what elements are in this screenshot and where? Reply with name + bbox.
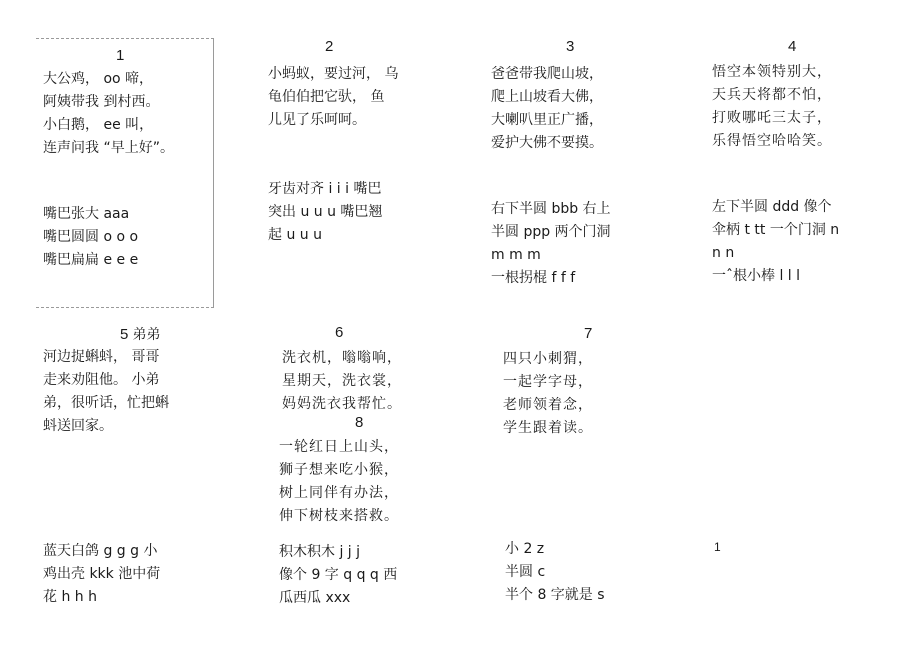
card-2-rhyme [268,178,382,247]
poem-line: 走来劝阻他。 小弟 [43,372,160,388]
poem-line: 伸下树枝来搭救。 [279,508,399,524]
card-6-rhyme [279,541,397,610]
card-3-rhyme [491,198,611,290]
poem-line: 星期天，洗衣裳， [282,373,402,389]
card-7-number: 7 [584,325,593,342]
poem-line: 爸爸带我爬山坡， [491,66,603,82]
rhyme-line: 嘴巴扁扁 e e e [43,252,139,268]
card-4-rhyme [712,196,839,288]
poem-line: 打败哪吒三太子， [712,110,832,126]
card-5-poem [43,346,169,438]
card-5-heading [120,326,161,344]
rhyme-line: 瓜西瓜 xxx [279,590,351,606]
poem-line: 悟空本领特别大， [712,64,832,80]
rhyme-line: 半圆 c [505,564,546,580]
rhyme-line: 伞柄 t tt 一个门洞 n [712,222,840,238]
poem-line: 狮子想来吃小猴， [279,462,399,478]
card-1-rhyme [43,203,138,272]
rhyme-line: 半个 8 字就是 s [505,587,605,603]
card-5-number: 5 [120,326,129,343]
poem-line: 一轮红日上山头， [279,439,399,455]
rhyme-line: 左下半圆 ddd 像个 [712,199,832,215]
card-7-rhyme [505,538,605,607]
poem-line: 河边捉蝌蚪， 哥哥 [43,349,160,365]
poem-line: 一起学字母， [503,374,593,390]
rhyme-line: 鸡出壳 kkk 池中荷 [43,566,161,582]
poem-line: 弟，很听话，忙把蝌 [43,395,169,411]
poem-line: 小白鹅， ee 叫， [43,117,154,133]
poem-line: 龟伯伯把它驮， 鱼 [268,89,385,105]
card-5-rhyme [43,540,160,609]
card-2-number: 2 [325,38,334,55]
rhyme-line: 嘴巴圆圆 o o o [43,229,139,245]
poem-line: 爱护大佛不要摸。 [491,135,603,151]
rhyme-line: m m m [491,247,541,263]
rhyme-line: 像个 9 字 q q q 西 [279,567,398,583]
rhyme-line: 起 u u u [268,227,322,243]
poem-line: 儿见了乐呵呵。 [268,112,366,128]
rhyme-line: 嘴巴张大 aaa [43,206,130,222]
card-8-poem [279,436,399,528]
rhyme-line: 一根拐棍 f f f [491,270,576,286]
poem-line: 蚪送回家。 [43,418,113,434]
poem-line: 乐得悟空哈哈笑。 [712,133,832,149]
card-6-poem [282,347,402,416]
rhyme-line: n n [712,245,735,261]
poem-line: 妈妈洗衣我帮忙。 [282,396,402,412]
card-1-poem [43,68,174,160]
rhyme-line: 半圆 ppp 两个门洞 [491,224,611,240]
rhyme-line: 花 h h h [43,589,97,605]
poem-line: 洗衣机，嗡嗡响， [282,350,402,366]
poem-line: 大公鸡， oo 啼， [43,71,154,87]
rhyme-line: 牙齿对齐 i i i 嘴巴 [268,181,382,197]
rhyme-line: 小 2 z [505,541,545,557]
rhyme-line: 积木积木 j j j [279,544,361,560]
card-3-number: 3 [566,38,575,55]
poem-line: 四只小刺猬， [503,351,593,367]
poem-line: 小蚂蚁，要过河， 乌 [268,66,399,82]
page-number: 1 [714,540,721,554]
poem-line: 学生跟着读。 [503,420,593,436]
card-4-number: 4 [788,38,797,55]
card-8-number: 8 [355,414,364,431]
poem-line: 爬上山坡看大佛， [491,89,603,105]
card-2-poem [268,63,398,132]
card-7-poem [503,348,593,440]
rhyme-line: 右下半圆 bbb 右上 [491,201,611,217]
poem-line: 天兵天将都不怕， [712,87,832,103]
poem-line: 大喇叭里正广播， [491,112,603,128]
card-1-number: 1 [116,47,125,64]
card-6-number: 6 [335,324,344,341]
card-5-title-suffix: 弟弟 [132,327,161,343]
rhyme-line: 一ˆ根小棒 l l l [712,268,801,284]
poem-line: 阿姨带我 到村西。 [43,94,160,110]
poem-line: 树上同伴有办法， [279,485,399,501]
card-3-poem [491,63,603,155]
rhyme-line: 蓝天白鸽 g g g 小 [43,543,158,559]
rhyme-line: 突出 u u u 嘴巴翘 [268,204,383,220]
poem-line: 老师领着念， [503,397,593,413]
poem-line: 连声问我 “早上好”。 [43,140,174,156]
card-4-poem [712,61,832,153]
